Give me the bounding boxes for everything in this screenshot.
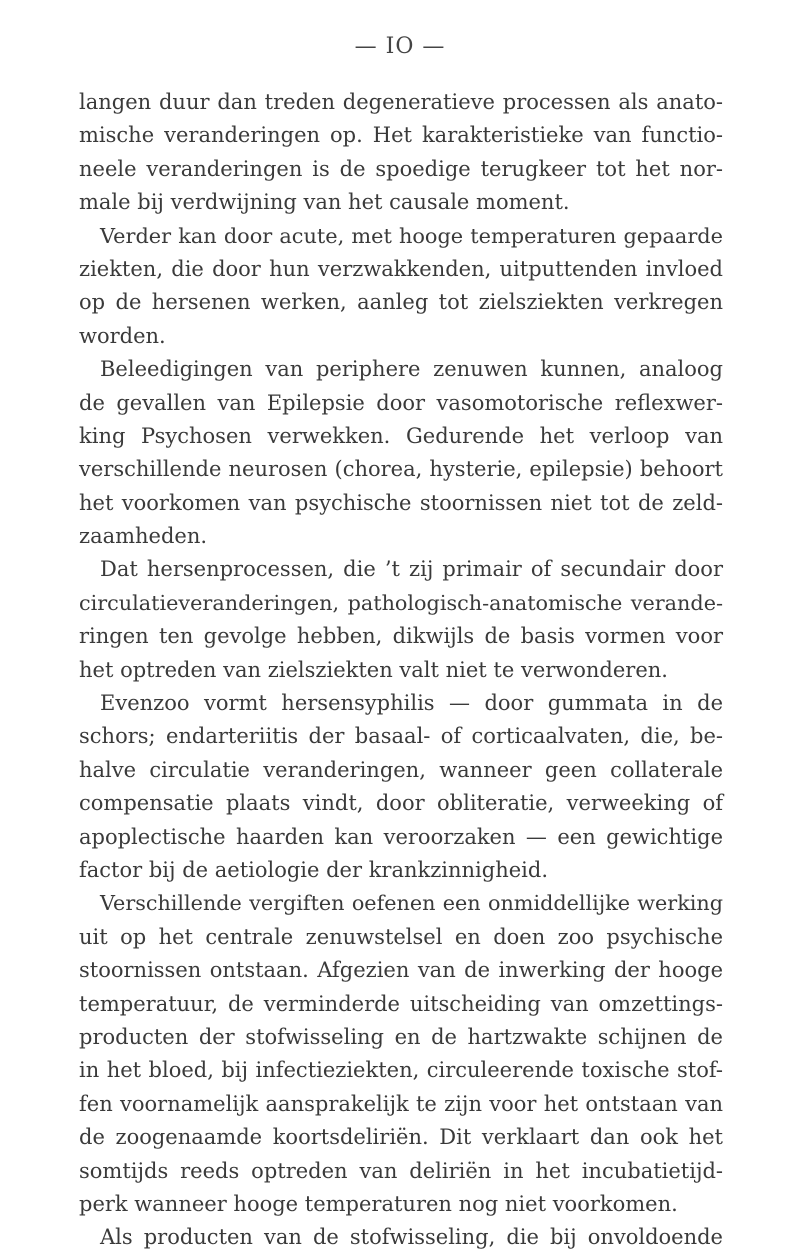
text-line: fen voornamelijk aansprakelijk te zijn voor het ontstaan van: [79, 1091, 723, 1116]
text-line: langen duur dan treden degeneratieve processen als anato-: [79, 90, 723, 114]
text-line: verschillende neurosen (chorea, hysterie, epilepsie) behoort: [79, 457, 723, 482]
text-line: apoplectische haarden kan veroorzaken — een gewichtige: [79, 824, 723, 849]
text-line: Evenzoo vormt hersensyphilis — door gummata in de: [100, 691, 723, 716]
text-line: Verschillende vergiften oefenen een onmiddellijke werking: [100, 891, 723, 916]
body-text: [79, 86, 723, 1255]
text-line: producten der stofwisseling en de hartzwakte schijnen de: [79, 1024, 723, 1049]
text-line: Beleedigingen van periphere zenuwen kunnen, analoog: [100, 357, 723, 382]
text-line: perk wanneer hooge temperaturen nog niet voorkomen.: [79, 1191, 678, 1216]
page-number: — IO —: [354, 34, 446, 59]
text-line: compensatie plaats vindt, door obliteratie, verweeking of: [79, 791, 723, 816]
text-line: circulatieveranderingen, pathologisch-anatomische verande-: [79, 590, 723, 615]
text-line: ziekten, die door hun verzwakkenden, uitputtenden invloed: [79, 256, 723, 281]
text-line: schors; endarteriitis der basaal- of corticaalvaten, die, be-: [79, 724, 723, 749]
text-line: factor bij de aetiologie der krankzinnigheid.: [79, 857, 549, 882]
text-line: neele veranderingen is de spoedige terugkeer tot het nor-: [79, 156, 723, 181]
text-line: het voorkomen van psychische stoornissen niet tot de zeld-: [79, 490, 723, 515]
text-line: in het bloed, bij infectieziekten, circuleerende toxische stof-: [79, 1058, 723, 1083]
text-line: worden.: [79, 323, 166, 348]
text-line: de gevallen van Epilepsie door vasomotorische reflexwer-: [79, 390, 723, 415]
text-line: de zoogenaamde koortsdeliriën. Dit verklaart dan ook het: [79, 1125, 723, 1150]
text-line: op de hersenen werken, aanleg tot zielsziekten verkregen: [79, 290, 723, 315]
text-line: male bij verdwijning van het causale moment.: [79, 190, 570, 215]
text-line: Verder kan door acute, met hooge temperaturen gepaarde: [100, 223, 723, 248]
text-line: Als producten van de stofwisseling, die bij onvoldoende: [100, 1225, 723, 1250]
text-line: ringen ten gevolge hebben, dikwijls de basis vormen voor: [79, 624, 723, 649]
text-line: mische veranderingen op. Het karakteristieke van functio-: [79, 123, 723, 148]
text-line: somtijds reeds optreden van deliriën in het incubatietijd-: [79, 1158, 723, 1183]
text-line: uit op het centrale zenuwstelsel en doen zoo psychische: [79, 924, 723, 949]
text-line: zaamheden.: [79, 524, 208, 549]
text-line: halve circulatie veranderingen, wanneer geen collaterale: [79, 757, 723, 782]
text-line: het optreden van zielsziekten valt niet te verwonderen.: [79, 657, 668, 682]
text-line: temperatuur, de verminderde uitscheiding van omzettings-: [79, 991, 723, 1016]
text-line: king Psychosen verwekken. Gedurende het verloop van: [79, 423, 723, 448]
text-line: Dat hersenprocessen, die ’t zij primair of secundair door: [100, 557, 723, 582]
text-line: stoornissen ontstaan. Afgezien van de inwerking der hooge: [79, 958, 723, 983]
